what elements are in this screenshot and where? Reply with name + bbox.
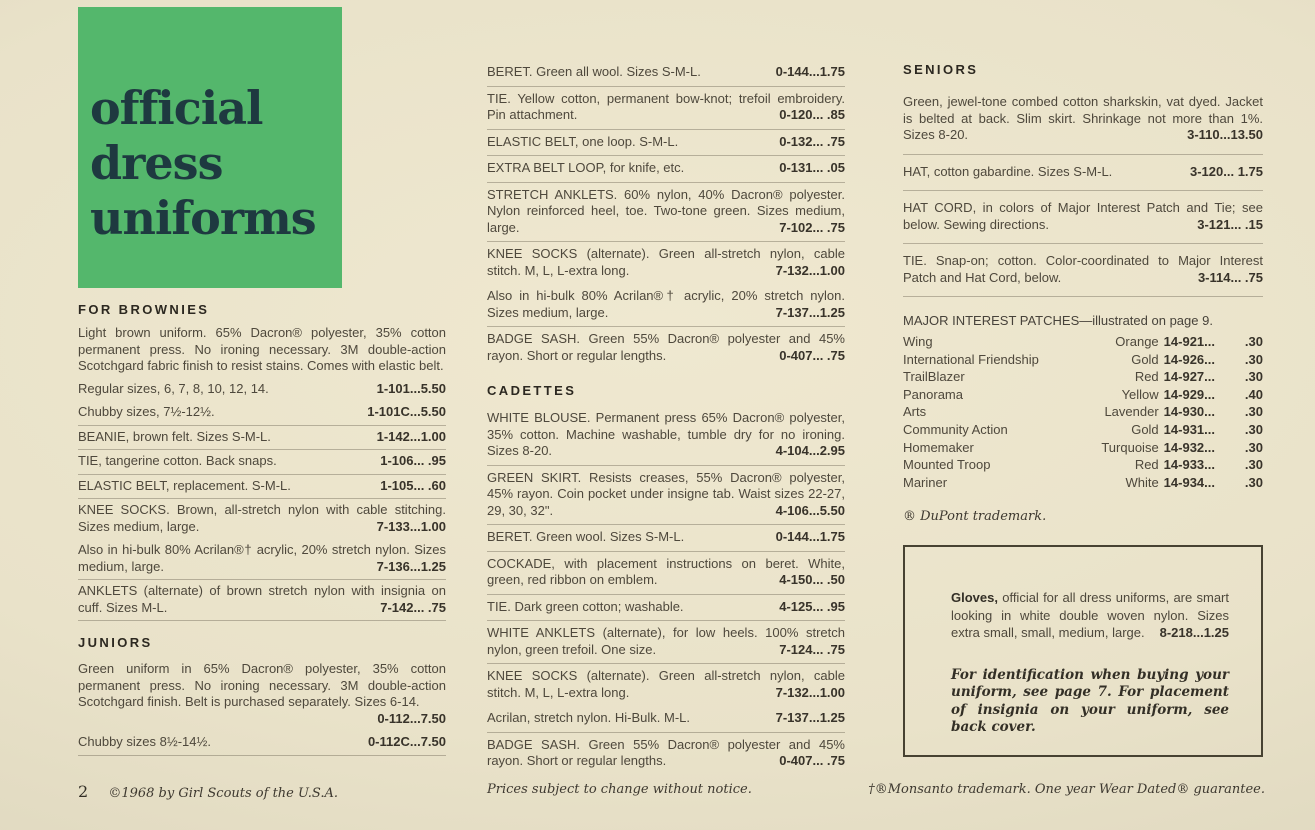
patch-color: Gold xyxy=(1131,421,1159,437)
patch-code: 14-932... xyxy=(1163,439,1215,455)
list-item xyxy=(487,130,845,157)
list-item xyxy=(487,621,845,664)
item-price: 4-125... .95 xyxy=(779,598,845,614)
item-price: 0-112...7.50 xyxy=(377,710,446,726)
list-item xyxy=(487,183,845,243)
item-desc: WHITE BLOUSE. Permanent press 65% Dacron® polyester, 35% cotton. Machine washable, tumble dry for no ironing. Sizes 8-20. xyxy=(487,410,845,458)
middle-column xyxy=(487,60,845,775)
item-desc: Also in hi-bulk 80% Acrilan®† acrylic, 20% stretch nylon. Sizes medium, large. xyxy=(487,288,845,320)
item-price: 3-110...13.50 xyxy=(1187,127,1263,142)
item-desc: Acrilan, stretch nylon. Hi-Bulk. M-L. xyxy=(487,710,691,725)
page-title-line: official xyxy=(90,81,263,135)
patch-code: 14-934... xyxy=(1163,474,1215,490)
list-item xyxy=(78,731,446,756)
page-footer xyxy=(0,779,1315,809)
item-price: 4-150... .50 xyxy=(779,572,845,587)
item-price: 3-121... .15 xyxy=(1197,216,1263,232)
item-price: 1-106... .95 xyxy=(380,453,446,468)
item-price: 0-112C...7.50 xyxy=(367,734,446,749)
patches-heading: MAJOR INTEREST PATCHES—illustrated on page 9. xyxy=(903,313,1213,328)
item-price: 0-407... .75 xyxy=(779,347,845,363)
item-price: 3-120... 1.75 xyxy=(1190,163,1263,179)
item-price: 1-105... .60 xyxy=(380,477,446,493)
item-desc: HAT, cotton gabardine. Sizes S-M-L. xyxy=(903,163,1113,179)
page-title-line: dress xyxy=(90,136,223,190)
page-number: 2 xyxy=(78,782,89,801)
item-desc: BERET. Green wool. Sizes S-M-L. xyxy=(487,529,685,544)
patch-color: Red xyxy=(1134,369,1159,385)
item-desc: ELASTIC BELT, one loop. S-M-L. xyxy=(487,133,679,149)
patch-price: .30 xyxy=(1244,439,1263,455)
list-item xyxy=(487,406,845,466)
item-desc: HAT CORD, in colors of Major Interest Patch and Tie; see below. Sewing directions. xyxy=(903,200,1263,232)
item-desc: Green, jewel-tone combed cotton sharkskin, vat dyed. Jacket is belted at back. Slim skirt. Shrinkage not more than 1%. Sizes 8-20. xyxy=(903,94,1263,142)
item-price: 7-137...1.25 xyxy=(775,304,845,320)
patch-name: TrailBlazer xyxy=(903,369,965,385)
patch-row xyxy=(903,386,1263,404)
patch-row xyxy=(903,421,1263,439)
list-item xyxy=(903,244,1263,297)
title-banner xyxy=(78,7,342,288)
item-desc: BEANIE, brown felt. Sizes S-M-L. xyxy=(78,428,271,444)
item-price: 7-132...1.00 xyxy=(775,262,845,278)
list-item xyxy=(78,426,446,451)
patch-row xyxy=(903,368,1263,386)
page-title-line: uniforms xyxy=(90,191,316,245)
patch-name: Panorama xyxy=(903,386,963,402)
dupont-trademark-note: ® DuPont trademark. xyxy=(903,509,1047,525)
list-item xyxy=(487,595,845,622)
item-desc: BADGE SASH. Green 55% Dacron® polyester and 45% rayon. Short or regular lengths. xyxy=(487,736,845,768)
item-price: 1-101...5.50 xyxy=(376,380,446,396)
list-item xyxy=(903,155,1263,192)
item-desc: Chubby sizes, 7½-12½. xyxy=(78,404,215,419)
item-desc: TIE. Yellow cotton, permanent bow-knot; trefoil embroidery. Pin attachment. xyxy=(487,90,845,122)
list-item xyxy=(487,525,845,552)
patch-code: 14-921... xyxy=(1163,334,1215,349)
list-item xyxy=(487,242,845,284)
section-heading-cadettes: CADETTES xyxy=(487,383,577,398)
item-price: 3-114... .75 xyxy=(1197,269,1263,285)
item-price: 7-102... .75 xyxy=(779,219,845,235)
list-item xyxy=(78,378,446,402)
patch-color: Gold xyxy=(1131,351,1159,367)
patch-name: Mariner xyxy=(903,474,948,490)
patch-price: .30 xyxy=(1244,474,1263,490)
patch-name: Arts xyxy=(903,404,927,420)
list-item xyxy=(78,475,446,500)
gloves-paragraph xyxy=(951,580,1229,652)
patch-price: .30 xyxy=(1244,404,1263,420)
item-desc: BADGE SASH. Green 55% Dacron® polyester and 45% rayon. Short or regular lengths. xyxy=(487,331,845,363)
item-price: 4-104...2.95 xyxy=(775,443,845,458)
patch-name: Homemaker xyxy=(903,439,974,455)
list-item xyxy=(487,60,845,87)
patch-color: Yellow xyxy=(1121,386,1159,402)
patch-code: 14-927... xyxy=(1163,369,1215,385)
list-item xyxy=(487,552,845,595)
item-desc: Regular sizes, 6, 7, 8, 10, 12, 14. xyxy=(78,380,269,396)
list-item xyxy=(78,580,446,621)
list-item xyxy=(487,87,845,130)
patch-row xyxy=(903,439,1263,457)
patch-name: International Friendship xyxy=(903,351,1039,367)
item-desc: COCKADE, with placement instructions on beret. White, green, red ribbon on emblem. xyxy=(487,555,845,587)
list-item xyxy=(78,450,446,475)
item-desc: Green uniform in 65% Dacron® polyester, 35% cotton permanent press. No ironing necessary. 3M double-action Scotchgard finish. Belt is purchased separately. Sizes 6-14. xyxy=(78,661,446,709)
item-price: 0-132... .75 xyxy=(779,133,845,149)
list-item xyxy=(487,156,845,183)
item-price: 0-144...1.75 xyxy=(775,64,845,79)
patch-price: .30 xyxy=(1244,369,1263,385)
item-price: 7-133...1.00 xyxy=(376,518,446,534)
item-desc: ELASTIC BELT, replacement. S-M-L. xyxy=(78,477,291,493)
item-price: 1-101C...5.50 xyxy=(367,404,446,419)
item-desc: WHITE ANKLETS (alternate), for low heels. 100% stretch nylon, green trefoil. One size. xyxy=(487,625,845,657)
trademark-note: †®Monsanto trademark. One year Wear Dated® guarantee. xyxy=(868,782,1265,797)
item-price: 1-142...1.00 xyxy=(376,428,446,444)
list-item xyxy=(487,327,845,369)
item-price: 8-218...1.25 xyxy=(1159,625,1229,641)
list-item xyxy=(78,539,446,580)
patch-price: .40 xyxy=(1244,386,1263,402)
item-price: 0-131... .05 xyxy=(779,160,845,175)
list-item xyxy=(487,706,845,733)
gloves-text: official for all dress uniforms, are smart looking in white double woven nylon. Sizes extra small, small, medium, large. xyxy=(951,590,1229,641)
patch-name: Wing xyxy=(903,334,933,349)
item-price: 7-137...1.25 xyxy=(775,710,845,725)
patch-code: 14-926... xyxy=(1163,351,1215,367)
patch-name: Mounted Troop xyxy=(903,457,991,473)
patch-row xyxy=(903,351,1263,369)
patch-row xyxy=(903,333,1263,351)
patch-name: Community Action xyxy=(903,421,1008,437)
list-item xyxy=(903,85,1263,155)
patch-color: Turquoise xyxy=(1101,439,1159,455)
item-price: 7-142... .75 xyxy=(380,599,446,615)
item-price: 7-124... .75 xyxy=(779,641,845,657)
patch-row xyxy=(903,474,1263,492)
list-item xyxy=(487,733,845,775)
patch-price: .30 xyxy=(1244,421,1263,437)
patch-color: Red xyxy=(1134,457,1159,473)
patch-code: 14-933... xyxy=(1163,457,1215,473)
patch-row xyxy=(903,456,1263,474)
list-item xyxy=(487,284,845,327)
item-desc: TIE, tangerine cotton. Back snaps. xyxy=(78,453,277,468)
patch-row xyxy=(903,403,1263,421)
item-price: 0-120... .85 xyxy=(779,107,845,122)
list-item xyxy=(78,499,446,539)
copyright-text: ©1968 by Girl Scouts of the U.S.A. xyxy=(108,786,338,801)
section-heading-seniors: SENIORS xyxy=(903,62,979,77)
item-desc: Also in hi-bulk 80% Acrilan®† acrylic, 20% stretch nylon. Sizes medium, large. xyxy=(78,542,446,574)
item-price: 4-106...5.50 xyxy=(775,502,845,518)
brownies-intro: Light brown uniform. 65% Dacron® polyester, 35% cotton permanent press. No ironing necessary. 3M double-action Scotchgard fabric finish to resist stains. Comes with elastic belt. xyxy=(78,325,446,373)
prices-disclaimer: Prices subject to change without notice. xyxy=(487,782,752,797)
section-heading-brownies: FOR BROWNIES xyxy=(78,302,210,317)
item-desc: KNEE SOCKS (alternate). Green all-stretch nylon, cable stitch. M, L, L-extra long. xyxy=(487,668,845,700)
list-item xyxy=(487,664,845,706)
list-item xyxy=(78,658,446,731)
item-desc: ANKLETS (alternate) of brown stretch nylon with insignia on cuff. Sizes M-L. xyxy=(78,583,446,615)
page-title xyxy=(90,81,332,246)
item-price: 0-144...1.75 xyxy=(775,529,845,544)
gloves-lead: Gloves, xyxy=(951,590,998,606)
item-desc: BERET. Green all wool. Sizes S-M-L. xyxy=(487,64,701,79)
patch-color: Lavender xyxy=(1104,404,1159,420)
item-desc: EXTRA BELT LOOP, for knife, etc. xyxy=(487,160,685,175)
item-desc: KNEE SOCKS (alternate). Green all-stretch nylon, cable stitch. M, L, L-extra long. xyxy=(487,246,845,278)
identification-note: For identification when buying your uniform, see page 7. For placement of insignia on your uniform, see back cover. xyxy=(951,666,1229,736)
patch-code: 14-931... xyxy=(1163,421,1215,437)
gloves-info-box xyxy=(903,545,1263,757)
item-desc: TIE. Snap-on; cotton. Color-coordinated to Major Interest Patch and Hat Cord, below. xyxy=(903,253,1263,285)
right-column xyxy=(903,60,1263,757)
item-price: 0-407... .75 xyxy=(779,753,845,768)
patch-code: 14-929... xyxy=(1163,386,1215,402)
list-item xyxy=(903,191,1263,244)
item-desc: TIE. Dark green cotton; washable. xyxy=(487,598,684,614)
footer-left xyxy=(78,782,338,801)
patch-price: .30 xyxy=(1244,334,1263,349)
patch-color: Orange xyxy=(1115,334,1159,349)
list-item xyxy=(487,466,845,526)
item-price: 7-132...1.00 xyxy=(775,684,845,700)
item-desc: STRETCH ANKLETS. 60% nylon, 40% Dacron® polyester. Nylon reinforced heel, toe. Two-tone green. Sizes medium, large. xyxy=(487,186,845,235)
item-desc: KNEE SOCKS. Brown, all-stretch nylon with cable stitching. Sizes medium, large. xyxy=(78,502,446,534)
list-item xyxy=(78,401,446,426)
patch-color: White xyxy=(1125,474,1159,490)
patch-price: .30 xyxy=(1244,351,1263,367)
section-heading-juniors: JUNIORS xyxy=(78,635,153,650)
item-price: 7-136...1.25 xyxy=(376,558,446,574)
left-column xyxy=(78,7,446,756)
patch-code: 14-930... xyxy=(1163,404,1215,420)
patch-price: .30 xyxy=(1244,457,1263,473)
item-desc: Chubby sizes 8½-14½. xyxy=(78,734,211,749)
item-desc: GREEN SKIRT. Resists creases, 55% Dacron® polyester, 45% rayon. Coin pocket under insigne tab. Waist sizes 22-27, 29, 30, 32". xyxy=(487,469,845,518)
